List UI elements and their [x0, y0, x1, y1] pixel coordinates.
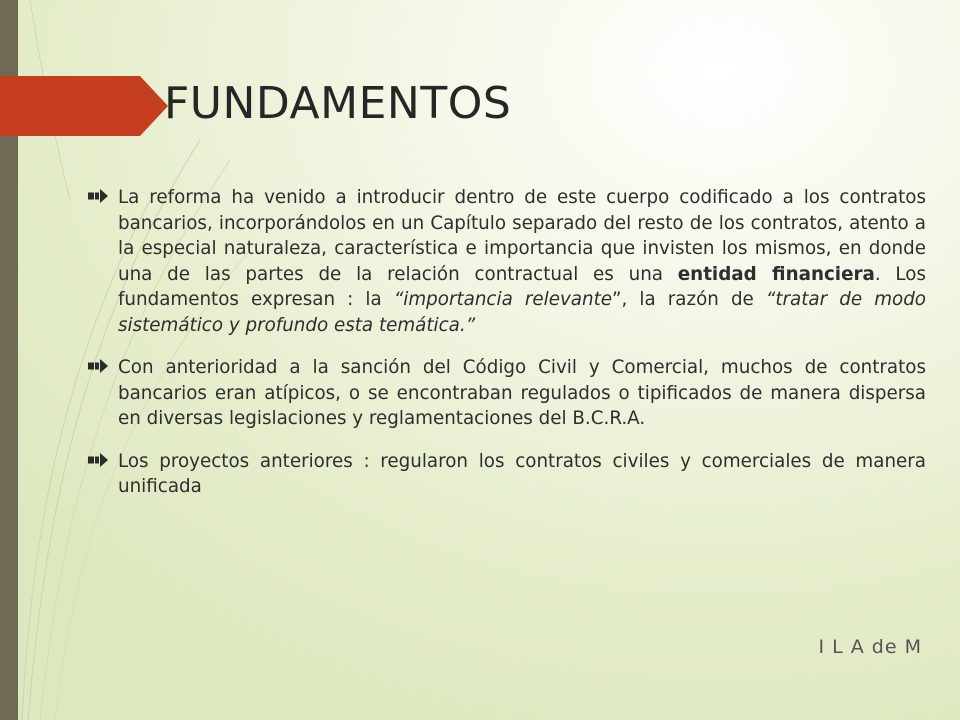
bullet-text: Los proyectos anteriores : regularon los contratos civiles y comerciales de manera unificada	[118, 450, 926, 497]
right-arrow-icon	[88, 359, 108, 373]
slide-footer: I L A de M	[818, 636, 922, 658]
bullet-item	[88, 449, 926, 500]
italic-quote: “tratar de modo sistemático y profundo esta temática.”	[118, 289, 926, 336]
right-arrow-icon	[88, 453, 108, 467]
italic-quote: “importancia relevante	[393, 289, 612, 310]
bullet-text: La reforma ha venido a introducir dentro de este cuerpo codificado a los contratos bancarios, incorporándolos en un Capítulo separado del resto de los contratos, atento a la especial naturaleza, característica e importancia que invisten los mismos, en donde una de las partes de la relación contractual es una entidad financiera. Los fundamentos expresan : la “importancia relevante”, la razón de “tratar de modo sistemático y profundo esta temática.”	[118, 187, 926, 336]
right-arrow-icon	[88, 189, 108, 203]
slide-title: FUNDAMENTOS	[164, 78, 512, 129]
bullet-list	[88, 185, 926, 517]
bullet-text: Con anterioridad a la sanción del Código Civil y Comercial, muchos de contratos bancarios eran atípicos, o se encontraban regulados o tipificados de manera dispersa en diversas legislaciones y reglamentaciones del B.C.R.A.	[118, 357, 926, 429]
bold-term: entidad financiera	[677, 263, 875, 285]
bullet-item	[88, 355, 926, 432]
bullet-item	[88, 185, 926, 338]
title-accent-arrow	[0, 76, 168, 136]
